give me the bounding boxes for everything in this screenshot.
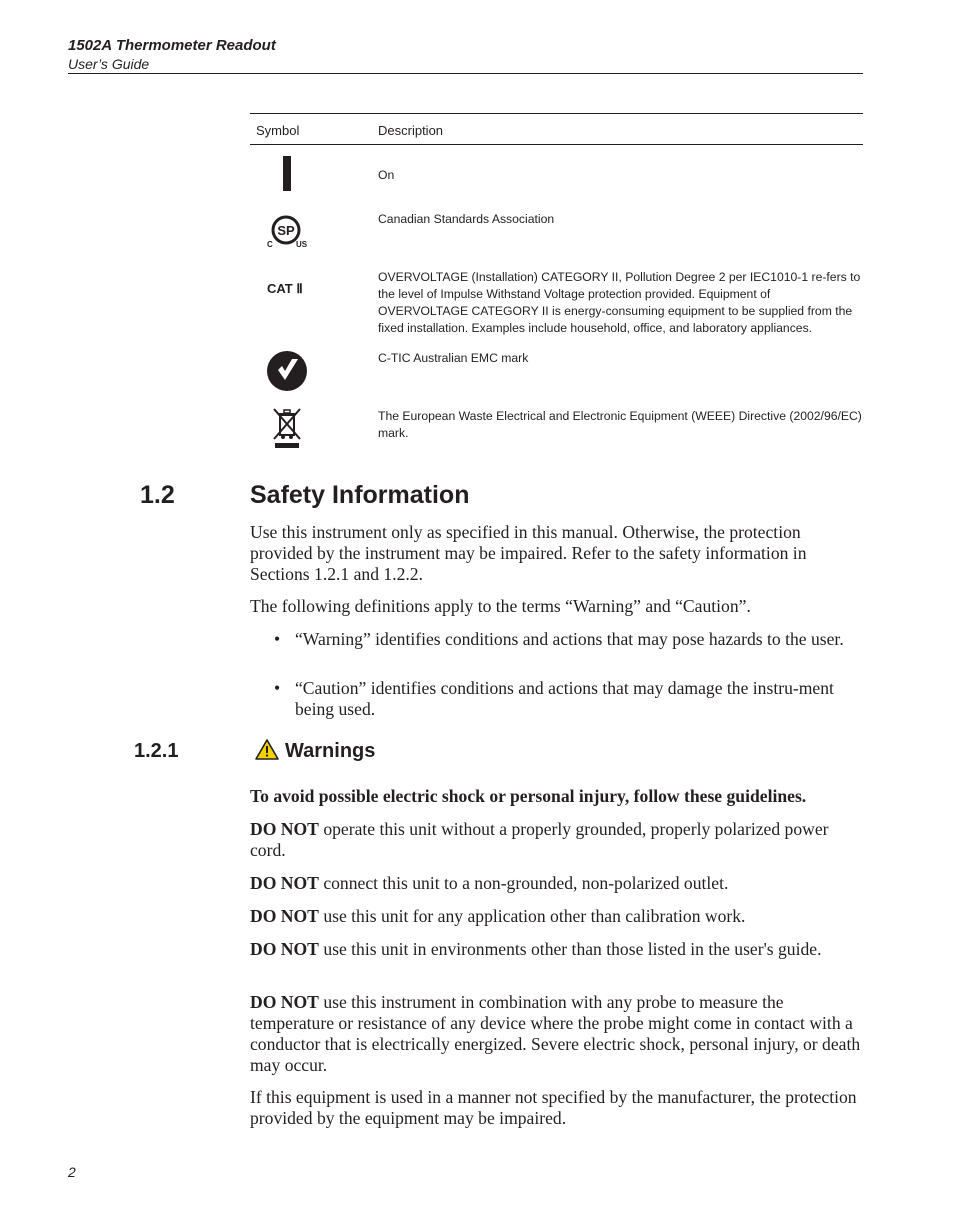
warning-item: DO NOT use this unit for any application other than calibration work.	[250, 906, 746, 926]
table-row-description: The European Waste Electrical and Electronic Equipment (WEEE) Directive (2002/96/EC) mark.	[378, 409, 862, 440]
document-subtitle: User’s Guide	[68, 56, 150, 72]
on-icon	[283, 156, 291, 191]
weee-icon	[272, 405, 302, 449]
table-row-description: OVERVOLTAGE (Installation) CATEGORY II, Pollution Degree 2 per IEC1010-1 re-fers to the level of Impulse Withstand Voltage protection provided. Equipment of OVERVOLTAGE CATEGORY II is energy-consuming equipment to be supplied from the fixed installation. Examples include household, office, and laboratory appliances.	[378, 270, 861, 335]
table-row-description: On	[378, 168, 395, 182]
closing-paragraph: If this equipment is used in a manner not specified by the manufacturer, the protection provided by the equipment may be impaired.	[250, 1087, 857, 1128]
warning-item: DO NOT operate this unit without a properly grounded, properly polarized power cord.	[250, 819, 829, 860]
warning-item: DO NOT use this instrument in combination with any probe to measure the temperature or resistance of any device where the probe might come in contact with a conductor that is electrically energized. Severe electric shock, personal injury, or death may occur.	[250, 992, 861, 1075]
table-top-rule	[250, 113, 863, 114]
bullet-marker: •	[274, 678, 281, 698]
subsection-number: 1.2.1	[134, 740, 179, 762]
section-title: Safety Information	[250, 481, 470, 509]
section-number: 1.2	[140, 481, 175, 509]
list-item: “Warning” identifies conditions and actions that may pose hazards to the user.	[295, 629, 844, 649]
c-tick-icon	[266, 350, 308, 392]
warning-icon	[255, 739, 279, 761]
warning-item: DO NOT use this unit in environments other than those listed in the user's guide.	[250, 939, 822, 959]
header-rule	[68, 73, 863, 74]
paragraph: The following definitions apply to the terms “Warning” and “Caution”.	[250, 596, 751, 616]
bullet-marker: •	[274, 629, 281, 649]
paragraph: Use this instrument only as specified in this manual. Otherwise, the protection provided by the instrument may be impaired. Refer to the safety information in Sections 1.2.1 and 1.2.2.	[250, 522, 807, 584]
table-header-rule	[250, 144, 863, 145]
csa-icon	[264, 210, 310, 252]
list-item: “Caution” identifies conditions and actions that may damage the instru-ment being used.	[295, 678, 834, 719]
table-row-description: C-TIC Australian EMC mark	[378, 351, 529, 365]
page-number: 2	[68, 1164, 76, 1180]
table-header-description: Description	[378, 123, 444, 138]
warning-item: DO NOT connect this unit to a non-grounded, non-polarized outlet.	[250, 873, 729, 893]
svg-text:US: US	[296, 240, 308, 249]
document-title: 1502A Thermometer Readout	[68, 37, 276, 54]
subsection-title: Warnings	[285, 740, 376, 762]
warning-intro: To avoid possible electric shock or personal injury, follow these guidelines.	[250, 786, 807, 806]
csa-icon-letters: SP	[277, 223, 295, 238]
cat-ii-icon: CAT Ⅱ	[267, 281, 303, 296]
table-header-symbol: Symbol	[256, 123, 300, 138]
svg-text:C: C	[267, 240, 273, 249]
table-row-description: Canadian Standards Association	[378, 212, 555, 226]
